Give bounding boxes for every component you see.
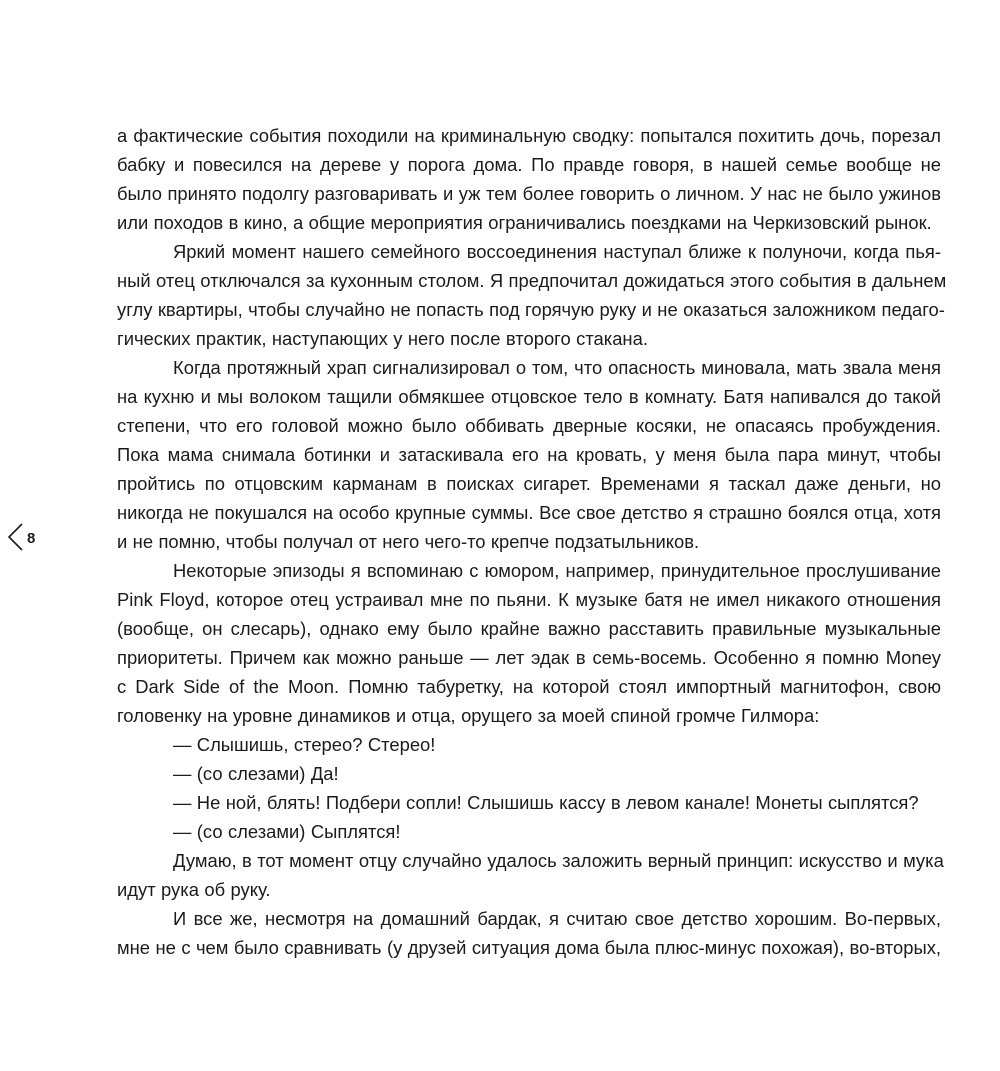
page-marker <box>5 521 35 553</box>
body-text <box>117 121 947 962</box>
text-line: или походов в кино, а общие мероприятия ограничивались поездками на Черкизовский рынок. <box>117 212 932 233</box>
text-line: (вообще, он слесарь), однако ему было крайне важно расставить правильные музыкальные <box>117 618 941 639</box>
text-line: с Dark Side of the Moon. Помню табуретку, на которой стоял импортный магнитофон, свою <box>117 676 941 697</box>
text-line: Некоторые эпизоды я вспоминаю с юмором, например, принудительное прослушивание <box>173 560 941 581</box>
dialogue-line: — (со слезами) Да! <box>173 763 339 784</box>
text-line: Pink Floyd, которое отец устраивал мне по пьяни. К музыке батя не имел никакого отношения <box>117 589 941 610</box>
text-line: углу квартиры, чтобы случайно не попасть под горячую руку и не оказаться заложником педаго- <box>117 299 945 320</box>
text-line: пройтись по отцовским карманам в поисках сигарет. Временами я таскал даже деньги, но <box>117 473 941 494</box>
text-line: головенку на уровне динамиков и отца, орущего за моей спиной громче Гилмора: <box>117 705 820 726</box>
text-line: бабку и повесился на дереве у порога дома. По правде говоря, в нашей семье вообще не <box>117 154 941 175</box>
dialogue-line: — Слышишь, стерео? Стерео! <box>173 734 436 755</box>
text-line: и не помню, чтобы получал от него чего-то крепче подзатыльников. <box>117 531 700 552</box>
chevron-left-icon <box>5 521 25 553</box>
text-line: Яркий момент нашего семейного воссоединения наступал ближе к полуночи, когда пья- <box>173 241 941 262</box>
text-line: степени, что его головой можно было оббивать дверные косяки, не опасаясь пробуждения. <box>117 415 941 436</box>
text-line: ный отец отключался за кухонным столом. Я предпочитал дожидаться этого события в дальнем <box>117 270 947 291</box>
text-line: гических практик, наступающих у него после второго стакана. <box>117 328 648 349</box>
text-line: мне не с чем было сравнивать (у друзей ситуация дома была плюс-минус похожая), во-вторых, <box>117 937 941 958</box>
text-line: Пока мама снимала ботинки и затаскивала его на кровать, у меня была пара минут, чтобы <box>117 444 941 465</box>
page-number: 8 <box>27 529 36 547</box>
text-line: Думаю, в тот момент отцу случайно удалось заложить верный принцип: искусство и мука <box>173 850 944 871</box>
text-line: идут рука об руку. <box>117 879 271 900</box>
text-line: И все же, несмотря на домашний бардак, я считаю свое детство хорошим. Во-первых, <box>173 908 941 929</box>
text-line: а фактические события походили на криминальную сводку: попытался похитить дочь, порезал <box>117 125 941 146</box>
text-line: никогда не покушался на особо крупные суммы. Все свое детство я страшно боялся отца, хотя <box>117 502 941 523</box>
dialogue-line: — Не ной, блять! Подбери сопли! Слышишь кассу в левом канале! Монеты сыплятся? <box>173 792 919 813</box>
text-line: Когда протяжный храп сигнализировал о том, что опасность миновала, мать звала меня <box>173 357 941 378</box>
dialogue-line: — (со слезами) Сыплятся! <box>173 821 401 842</box>
text-line: было принято подолгу разговаривать и уж тем более говорить о личном. У нас не было ужинов <box>117 183 941 204</box>
text-line: на кухню и мы волоком тащили обмякшее отцовское тело в комнату. Батя напивался до такой <box>117 386 941 407</box>
text-line: приоритеты. Причем как можно раньше — лет эдак в семь-восемь. Особенно я помню Money <box>117 647 941 668</box>
